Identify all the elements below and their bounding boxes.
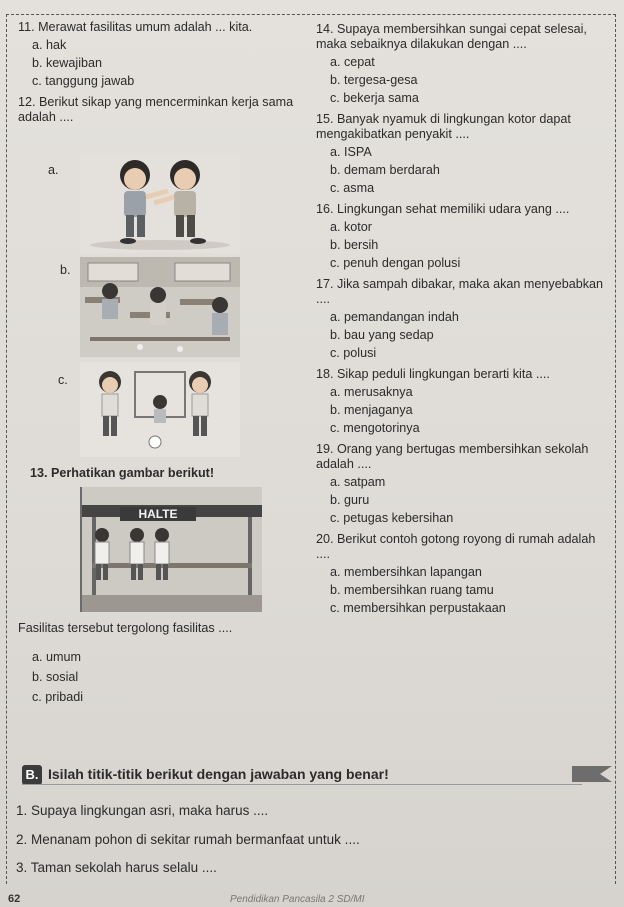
option-11a: a. hak [32, 38, 67, 52]
question-18 [316, 367, 608, 436]
option-16c: c. penuh dengan polusi [330, 256, 461, 270]
option-13a: a. umum [32, 650, 81, 664]
question-14 [316, 22, 608, 106]
question-11 [18, 20, 308, 89]
option-18b: b. menjaganya [330, 403, 413, 417]
halte-sign: HALTE [120, 507, 196, 521]
option-11b: b. kewajiban [32, 56, 103, 70]
label-12b: b. [60, 263, 71, 277]
question-15 [316, 112, 608, 196]
question-20 [316, 532, 608, 616]
question-16-text: 16. Lingkungan sehat memiliki udara yang .... [316, 202, 570, 216]
question-12 [18, 95, 318, 125]
question-11-text: 11. Merawat fasilitas umum adalah ... kita. [18, 20, 253, 34]
section-b-badge: B. [22, 765, 42, 785]
option-15a: a. ISPA [330, 145, 372, 159]
option-11c: c. tanggung jawab [32, 74, 135, 88]
question-18-text: 18. Sikap peduli lingkungan berarti kita .... [316, 367, 550, 381]
option-14a: a. cepat [330, 55, 375, 69]
kids-playing-ball-illustration [80, 362, 240, 457]
essay-item-3: 3. Taman sekolah harus selalu .... [16, 860, 217, 875]
messy-classroom-illustration [80, 257, 240, 357]
section-arrow-icon [572, 764, 612, 784]
question-19 [316, 442, 608, 526]
question-16 [316, 202, 608, 271]
question-13-caption: Fasilitas tersebut tergolong fasilitas .... [18, 621, 233, 635]
option-18a: a. merusaknya [330, 385, 413, 399]
option-14c: c. bekerja sama [330, 91, 419, 105]
option-15c: c. asma [330, 181, 375, 195]
question-14-text: 14. Supaya membersihkan sungai cepat selesai, maka sebaiknya dilakukan dengan .... [316, 22, 587, 51]
page-number: 62 [8, 893, 21, 905]
question-15-text: 15. Banyak nyamuk di lingkungan kotor dapat mengakibatkan penyakit .... [316, 112, 571, 141]
essay-item-2: 2. Menanam pohon di sekitar rumah bermanfaat untuk .... [16, 832, 360, 847]
question-13-caption-block [18, 621, 318, 705]
question-12-text: 12. Berikut sikap yang mencerminkan kerja sama adalah .... [18, 95, 294, 124]
label-12c: c. [58, 373, 68, 387]
section-b-title: Isilah titik-titik berikut dengan jawaban yang benar! [48, 766, 389, 782]
right-column [316, 22, 608, 616]
option-16b: b. bersih [330, 238, 379, 252]
option-15b: b. demam berdarah [330, 163, 440, 177]
option-19a: a. satpam [330, 475, 386, 489]
option-19c: c. petugas kebersihan [330, 511, 454, 525]
option-17a: a. pemandangan indah [330, 310, 459, 324]
option-19b: b. guru [330, 493, 370, 507]
option-17c: c. polusi [330, 346, 377, 360]
option-20c: c. membersihkan perpustakaan [330, 601, 506, 615]
bus-stop-illustration [80, 487, 262, 612]
option-18c: c. mengotorinya [330, 421, 420, 435]
fighting-kids-illustration [80, 153, 240, 253]
left-column [18, 20, 318, 125]
book-title: Pendidikan Pancasila 2 SD/MI [230, 894, 365, 905]
option-17b: b. bau yang sedap [330, 328, 434, 342]
question-17 [316, 277, 608, 361]
label-12a: a. [48, 163, 59, 177]
option-16a: a. kotor [330, 220, 372, 234]
option-13c: c. pribadi [32, 690, 84, 704]
option-14b: b. tergesa-gesa [330, 73, 418, 87]
bus-stop-drawing [82, 487, 262, 612]
option-13b: b. sosial [32, 670, 79, 684]
question-13-text: 13. Perhatikan gambar berikut! [30, 466, 215, 480]
option-20a: a. membersihkan lapangan [330, 565, 482, 579]
question-19-text: 19. Orang yang bertugas membersihkan sekolah adalah .... [316, 442, 589, 471]
essay-item-1: 1. Supaya lingkungan asri, maka harus .... [16, 803, 269, 818]
question-17-text: 17. Jika sampah dibakar, maka akan menyebabkan .... [316, 277, 604, 306]
section-b-divider [22, 784, 582, 785]
option-20b: b. membersihkan ruang tamu [330, 583, 494, 597]
question-20-text: 20. Berikut contoh gotong royong di rumah adalah .... [316, 532, 596, 561]
